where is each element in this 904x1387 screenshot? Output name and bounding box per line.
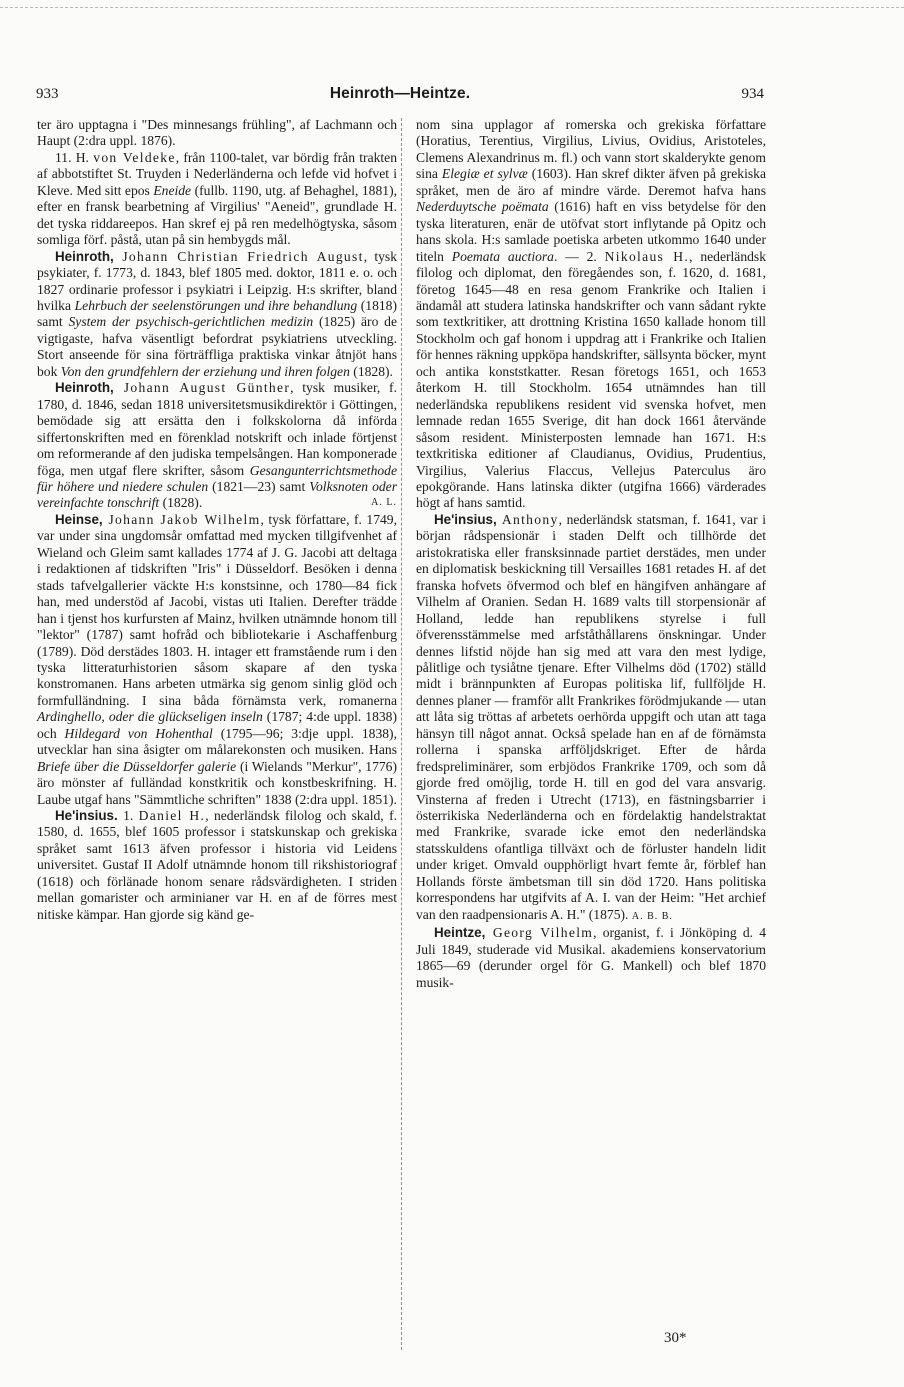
entry-headword: Heinroth,: [55, 248, 114, 264]
entry-veldeke: 11. H. von Veldeke, från 1100-talet, var bördig från trakten af abbotstiftet St. Truyden i Nederländerna och lefde vid hofvet i Kleve. Med sitt epos Eneide (fullb. 1190, utg. af Behaghel, 1881), efter en fransk bearbetning af Virgilius' "Aeneid", grundlade H. det tyska riddareepos. Han skref ej på ren medelhögtyska, såsom somliga förf. påstå, utan på sin hembygds mål.: [37, 149, 398, 248]
entry-heinsius-anthony: He'insius, Anthony, nederländsk statsman, f. 1641, var i början rådspensionär i staden Delft och tillhörde det aristokratiska eller fransksinnade partiet derstädes, men under en diplomatisk beskickning till Versailles 1681 retades H. af det franska hofvets öfvermod och blef en hängifven anhängare af Vilhelm af Oranien. Sedan H. 1689 valts till storpensionär af Holland, ledde han republikens styrelse i full öfverensstämmelse med arfståthållarens önskningar. Under dennes lifstid nöjde han sig med att vara den mest lydige, pålitlige och tysiåtne tjenare. Efter Vilhelms död (1702) ställd midt i brännpunkten af Europas politiska lif, fullföljde H. dennes planer — framför allt Frankrikes förödmjukande — utan att låta sig tröttas af arbetets oerhörda uppgift och utan att taga hänsyn till något annat. Också spelade han en af de förnämsta rollerna i spanska arfföljdskriget. Efter de hårda fredspreliminärer, som erbjödos Frankrike 1709, och som då gjorde fred omöjlig, torde H. till en god del vara ansvarig. Vinsterna af freden i Utrecht (1713), en fästningsbarrier i österrikiska Nederländerna och en fördelaktig handelstraktat med Frankrike, svarade icke emot den nederländska statsskuldens ofantliga tillväxt och de förluster handeln lidit under kriget. Omvald oupphörligt hvart femte år, förblef han Hollands förste ämbetsman till sin död 1720. Hans politiska korrespondens har utgifvits af A. I. van der Heim: "Het archief van den raadpensionaris A. H." (1875). A. B. B.: [416, 511, 766, 922]
author-signature: A. B. B.: [631, 910, 673, 922]
entry-heinsius-daniel: He'insius. 1. Daniel H., nederländsk filolog och skald, f. 1580, d. 1655, blef 1605 professor i statskunskap och grekiska språket samt 1613 äfven professor i historia vid Leidens universitet. Gustaf II Adolf utnämnde honom till rikshistoriograf (1618) och förlänade honom senare rådsvärdigheten. I striden mellan gomarister och arminianer var H. en af de förres mest nitiske kämpar. Han gjorde sig känd ge-: [37, 808, 397, 922]
running-title: Heinroth—Heintze.: [329, 85, 471, 102]
entry-heinroth-jag: Heinroth, Johann August Günther, tysk musiker, f. 1780, d. 1846, sedan 1818 universitetsmusikdirektör i Göttingen, bemödade sig att ersätta den i folkskolorna då införda siffertonskriften med en förenklad notskrift och inlade förtjenst om reformerande af den judiska tempelsången. Han komponerade föga, men utgaf flere skrifter, såsom Gesangunterrichtsmethode für höhere und niedere schulen (1821—23) samt Volksnoten oder vereinfachte tonschrift (1828). A. L.: [37, 380, 397, 511]
entry-heinse: Heinse, Johann Jakob Wilhelm, tysk författare, f. 1749, var under sina ungdomsår omfattad med mycken tillgifvenhet af Wieland och Gleim samt kallades 1774 af J. G. Jacobi att deltaga i redaktionen af tidskriften "Iris" i Düsseldorf. Besöken i denna stads tafvelgallerier väckte H:s konstsinne, och 1780—84 fick han, med understöd af Jacobi, vistas uti Italien. Derefter trädde han i tjenst hos kurfursten af Mainz, hvilken utnämnde honom till "lektor" (1787) samt hofråd och bibliotekarie i Aschaffenburg (1789). Död derstädes 1803. H. intager ett framstående rum i den tyska litteraturhistorien såsom skapare af den tyska konstromanen. Hans arbeten utmärka sig genom sinlig glöd och formfulländning. I sina båda förnämsta verk, romanerna Ardinghello, oder die glückseligen inseln (1787; 4:de uppl. 1838) och Hildegard von Hohenthal (1795—96; 3:dje uppl. 1838), utvecklar han sina åsigter om målarekonsten och musiken. Hans Briefe über die Düsseldorfer galerie (i Wielands "Merkur", 1776) äro mönster af fulländad konstkritik och konstbeskrifning. H. Laube utgaf hans "Sämmtliche schriften" 1838 (2:dra uppl. 1851).: [37, 511, 397, 807]
entry-heintze: Heintze, Georg Vilhelm, organist, f. i Jönköping d. 4 Juli 1849, studerade vid Musikal. akademiens konservatorium 1865—69 (derunder orgel för G. Mankell) och blef 1870 musik-: [416, 925, 767, 990]
entry-headword: Heinse,: [55, 511, 103, 527]
entry-headword: He'insius,: [434, 511, 497, 527]
entry-headword: Heintze,: [434, 925, 486, 941]
left-column: [37, 117, 397, 923]
page-number-left: 933: [36, 86, 59, 102]
right-column: [416, 117, 766, 991]
column-divider: [401, 118, 402, 1350]
signature-mark: 30*: [664, 1330, 687, 1346]
entry-heinroth-jcf: Heinroth, Johann Christian Friedrich August, tysk psykiater, f. 1773, d. 1843, blef 1805 med. doktor, 1811 e. o. och 1827 ordinarie professor i psykiatri i Leipzig. H:s skrifter, bland hvilka Lehrbuch der seelenstörungen und ihre behandlung (1818) samt System der psychisch-gerichtlichen medizin (1825) äro de vigtigaste, hafva väsentligt befordrat psykiatriens utveckling. Stort anseende för sina förträffliga praktiska vinkar åtnjöt hans bok Von den grundfehlern der erziehung und ihren folgen (1828).: [37, 248, 398, 379]
author-signature: A. L.: [371, 497, 397, 509]
scan-edge-line: [0, 7, 904, 9]
continued-paragraph: nom sina upplagor af romerska och grekiska författare (Horatius, Terentius, Virgilius, Livius, Ovidius, Aristoteles, Clemens Alexandrinus m. fl.) och vann stort skalderykte genom sina Elegiæ et sylvæ (1603). Han skref dikter äfven på grekiska språket, men de äro af mindre värde. Deremot hafva hans Nederduytsche poëmata (1616) haft en viss betydelse för den tyska literaturen, enär de utöfvat stort inflytande på Opitz och hans skola. H:s samlade poetiska arbeten utkommo 1640 under titeln Poemata auctiora. — 2. Nikolaus H., nederländsk filolog och diplomat, den föregåendes son, f. 1620, d. 1681, företog 1645—48 en resa genom Frankrike och Italien i ändamål att studera latinska handskrifter och vann sådant rykte som textkritiker, att drottning Kristina 1650 kallade honom till Stockholm och gaf honom i uppdrag att i Frankrike och Italien för hennes räkning uppköpa handskrifter, sällsynta böcker, mynt och antika konststkatter. Resan företogs 1651, och 1653 återkom H. till Stockholm. 1654 utnämndes han till nederländska republikens resident vid svenska hofvet, men lemnade redan 1655 Sverige, dit han dock 1661 återvände såsom resident. Ministerposten lemnade han 1671. H:s textkritiska editioner af Claudianus, Ovidius, Prudentius, Virgilius, Valerius Flaccus, Vellejus Paterculus äro epokgörande. Hans latinska dikter (utgifna 1666) värderades högt af hans samtid.: [416, 117, 766, 511]
page-number-right: 934: [741, 86, 764, 102]
continued-paragraph: ter äro upptagna i "Des minnesangs frühling", af Lachmann och Haupt (2:dra uppl. 1876).: [37, 117, 397, 149]
entry-headword: Heinroth,: [55, 380, 114, 396]
entry-headword: He'insius.: [55, 808, 118, 824]
page-header: [36, 86, 764, 110]
